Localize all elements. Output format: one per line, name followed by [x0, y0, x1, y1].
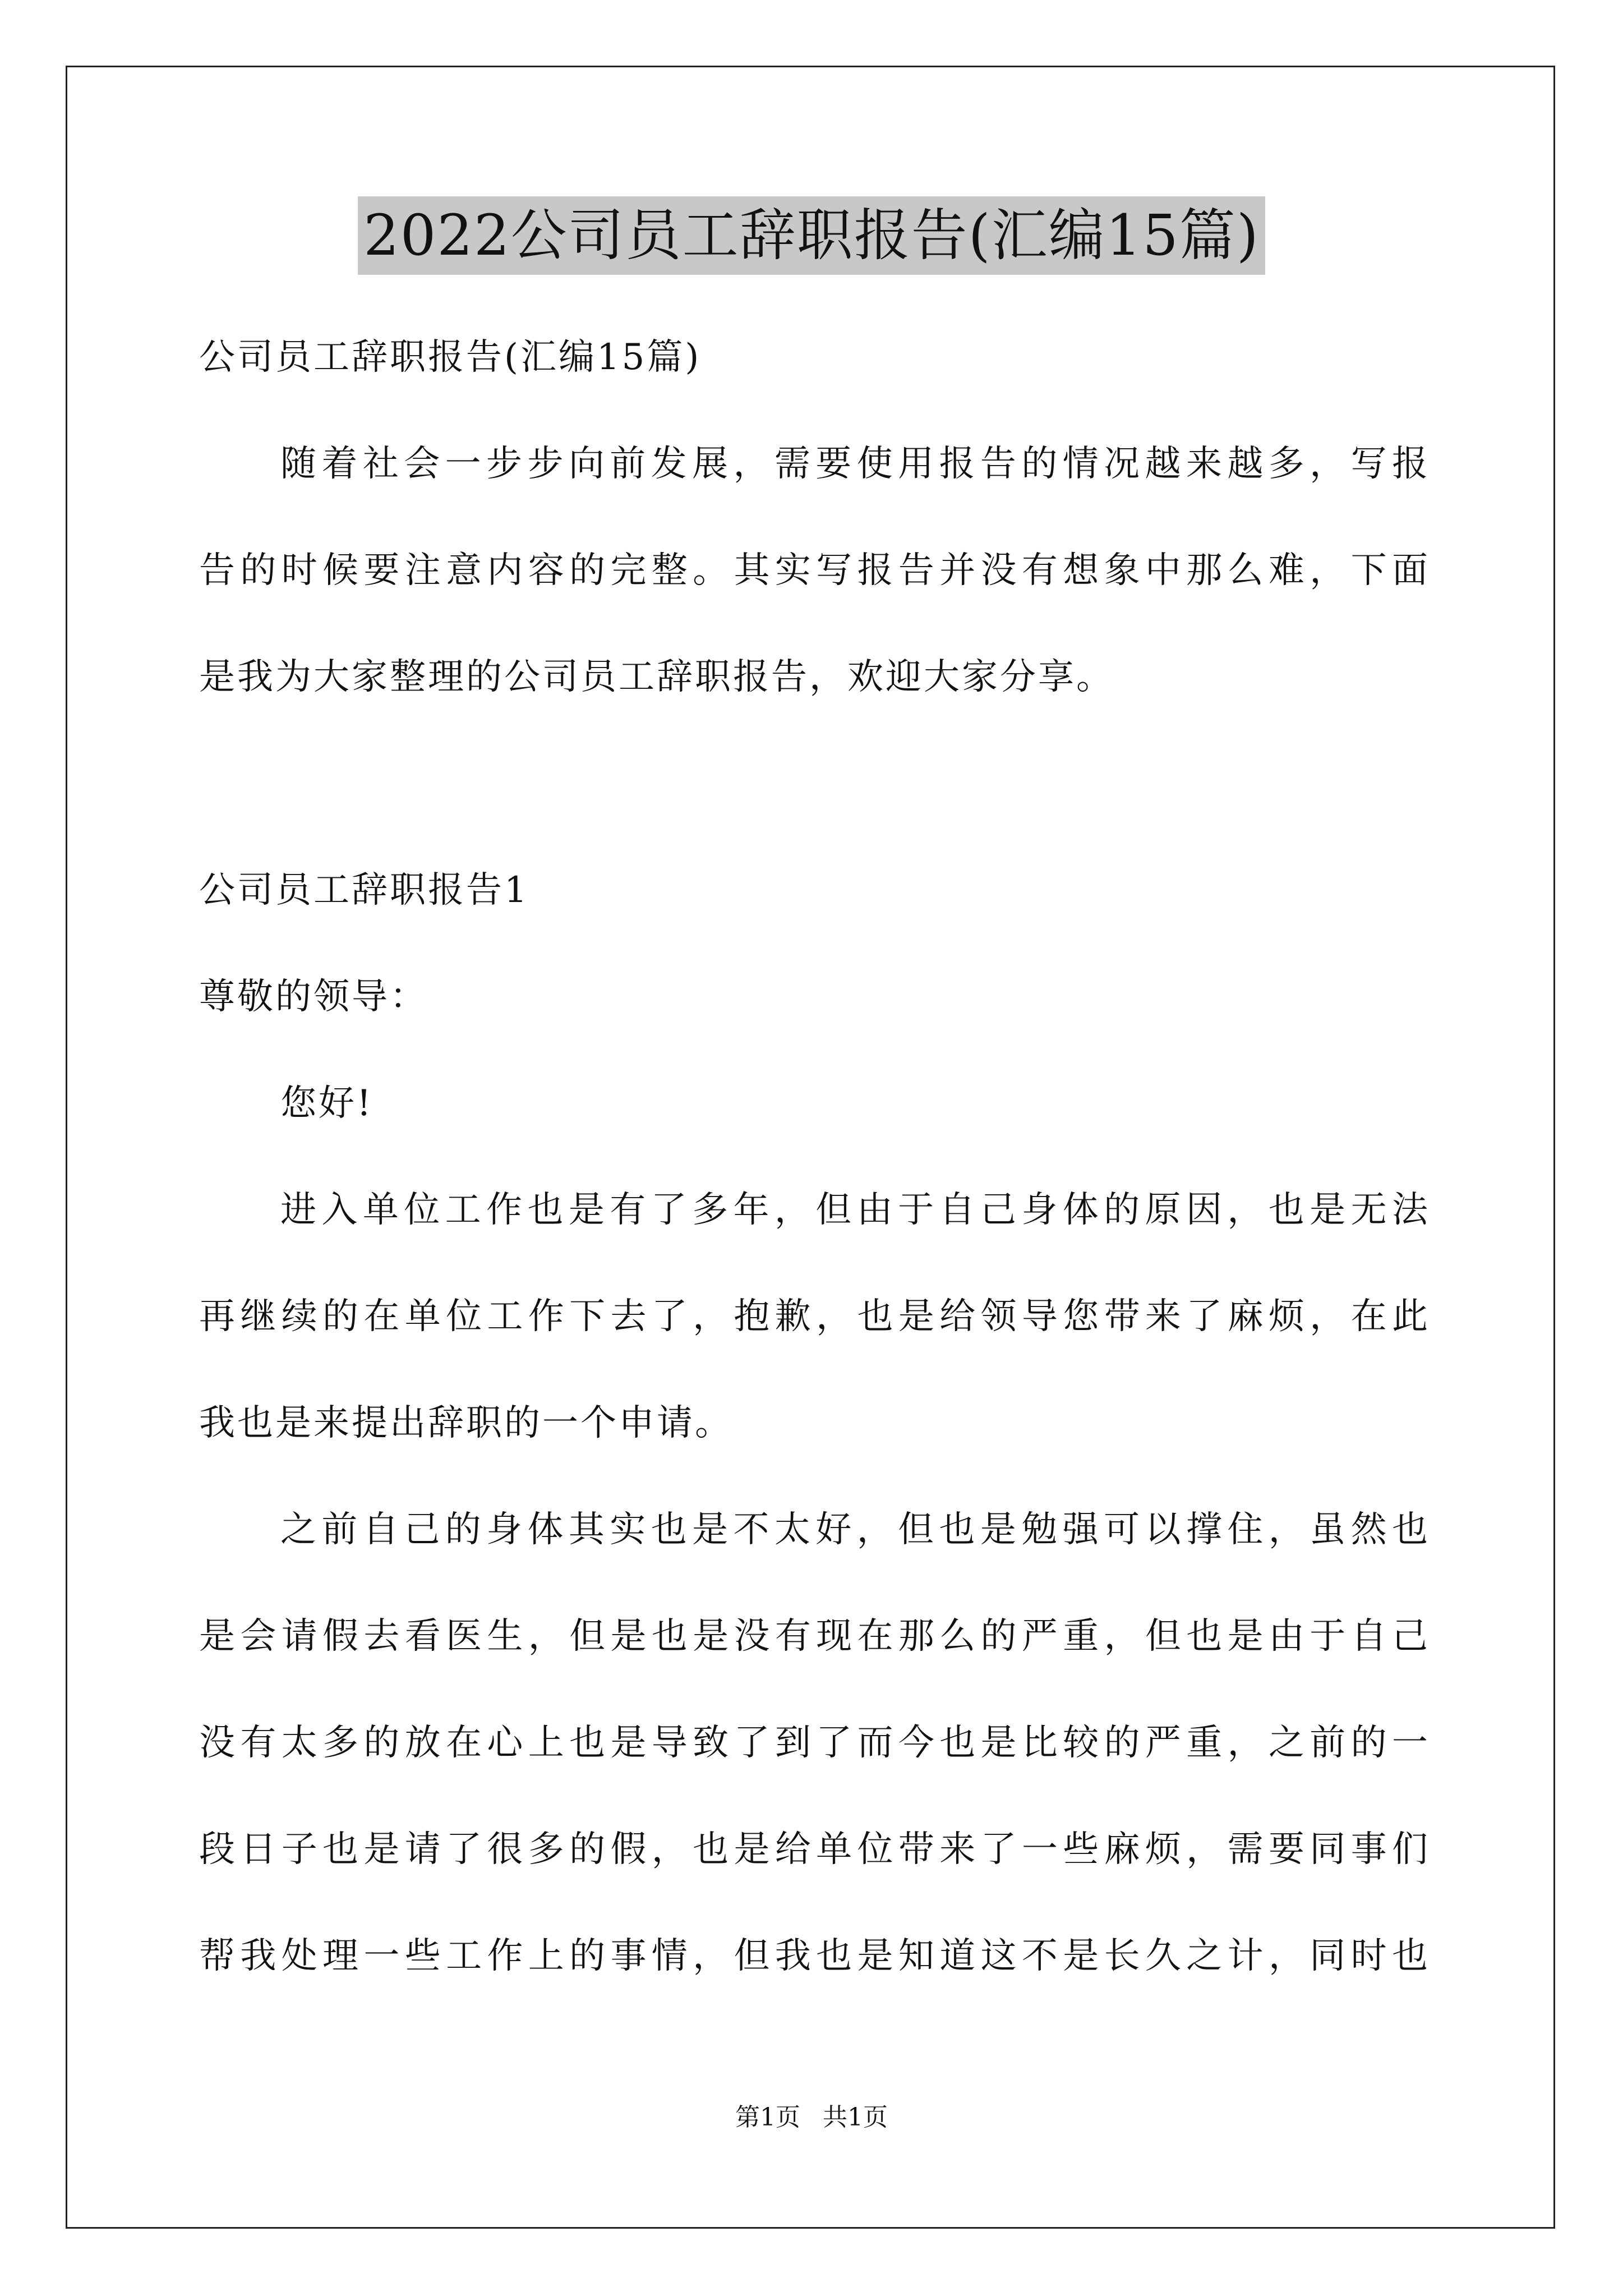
paragraph-gap [199, 730, 1430, 837]
text-line: 没有太多的放在心上也是导致了到了而今也是比较的严重，之前的一 [199, 1722, 1430, 1764]
text-line: 是我为大家整理的公司员工辞职报告，欢迎大家分享。 [199, 656, 1114, 698]
text-line: 您好! [280, 1083, 374, 1124]
text-line: 段日子也是请了很多的假，也是给单位带来了一些麻烦，需要同事们 [199, 1829, 1430, 1870]
page-footer [0, 2101, 1623, 2134]
text-line: 尊敬的领导： [199, 976, 428, 1018]
text-line: 之前自己的身体其实也是不太好，但也是勉强可以撑住，虽然也 [280, 1509, 1430, 1550]
text-line: 是会请假去看医生，但是也是没有现在那么的严重，但也是由于自己 [199, 1616, 1430, 1657]
text-line: 告的时候要注意内容的完整。其实写报告并没有想象中那么难，下面 [199, 550, 1430, 591]
document-title: 2022公司员工辞职报告(汇编15篇) [358, 196, 1265, 275]
text-line: 帮我处理一些工作上的事情，但我也是知道这不是长久之计，同时也 [199, 1935, 1430, 1977]
document-body [199, 304, 1430, 2009]
text-line: 再继续的在单位工作下去了，抱歉，也是给领导您带来了麻烦，在此 [199, 1296, 1430, 1337]
text-line: 进入单位工作也是有了多年，但由于自己身体的原因，也是无法 [280, 1189, 1430, 1231]
text-line: 我也是来提出辞职的一个申请。 [199, 1402, 733, 1444]
page-total: 共1页 [823, 2103, 888, 2132]
text-line: 公司员工辞职报告(汇编15篇) [199, 337, 702, 378]
text-line: 公司员工辞职报告1 [199, 869, 529, 911]
page-number: 第1页 [735, 2103, 800, 2132]
title-container [0, 196, 1623, 275]
text-line: 随着社会一步步向前发展，需要使用报告的情况越来越多，写报 [280, 443, 1430, 485]
